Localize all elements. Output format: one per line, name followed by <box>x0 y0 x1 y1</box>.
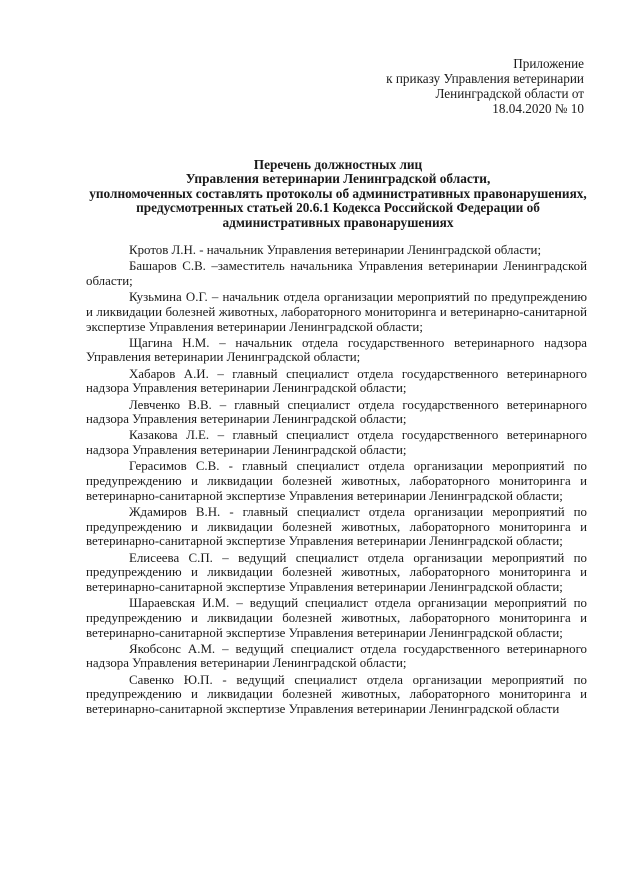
title-line: административных правонарушениях <box>222 214 454 230</box>
list-item: Щагина Н.М. – начальник отдела государственного ветеринарного надзора Управления ветеринарии Ленинградской области; <box>86 335 587 365</box>
title-line: предусмотренных статьей 20.6.1 Кодекса Российской Федерации об <box>136 200 540 216</box>
list-item: Левченко В.В. – главный специалист отдела государственного ветеринарного надзора Управления ветеринарии Ленинградской области; <box>86 397 587 427</box>
officials-list <box>86 243 587 718</box>
appendix-line: Приложение <box>513 56 584 71</box>
list-item: Елисеева С.П. – ведущий специалист отдела организации мероприятий по предупреждению и ликвидации болезней животных, лабораторного мониторинга и ветеринарно-санитарной экспертизе Управления ветеринарии Ленинградской области; <box>86 550 587 594</box>
list-item: Кротов Л.Н. - начальник Управления ветеринарии Ленинградской области; <box>129 243 542 257</box>
appendix-line: Ленинградской области от <box>435 86 584 101</box>
document-title <box>78 158 598 230</box>
list-item: Кузьмина О.Г. – начальник отдела организации мероприятий по предупреждению и ликвидации болезней животных, лабораторного мониторинга и ветеринарно-санитарной экспертизе Управления ветеринарии Ленинградской области; <box>86 290 587 334</box>
appendix-header <box>386 56 584 116</box>
list-item: Савенко Ю.П. - ведущий специалист отдела организации мероприятий по предупреждению и ликвидации болезней животных, лабораторного мониторинга и ветеринарно-санитарной экспертизе Управления ветеринарии Ленинградской области <box>86 672 587 717</box>
list-item: Хабаров А.И. – главный специалист отдела государственного ветеринарного надзора Управления ветеринарии Ленинградской области; <box>86 366 587 396</box>
appendix-line: 18.04.2020 № 10 <box>492 101 584 116</box>
list-item: Башаров С.В. –заместитель начальника Управления ветеринарии Ленинградской области; <box>86 259 587 288</box>
list-item: Герасимов С.В. - главный специалист отдела организации мероприятий по предупреждению и ликвидации болезней животных, лабораторного мониторинга и ветеринарно-санитарной экспертизе Управления ветеринарии Ленинградской области; <box>86 459 587 503</box>
list-item: Казакова Л.Е. – главный специалист отдела государственного ветеринарного надзора Управления ветеринарии Ленинградской области; <box>86 428 587 458</box>
list-item: Якобсонс А.М. – ведущий специалист отдела государственного ветеринарного надзора Управления ветеринарии Ленинградской области; <box>86 641 587 671</box>
title-line: уполномоченных составлять протоколы об административных правонарушениях, <box>89 185 587 201</box>
appendix-line: к приказу Управления ветеринарии <box>386 71 584 86</box>
list-item: Шараевская И.М. – ведущий специалист отдела организации мероприятий по предупреждению и ликвидации болезней животных, лабораторного мониторинга и ветеринарно-санитарной экспертизе Управления ветеринарии Ленинградской области; <box>86 596 587 640</box>
list-item: Ждамиров В.Н. - главный специалист отдела организации мероприятий по предупреждению и ликвидации болезней животных, лабораторного мониторинга и ветеринарно-санитарной экспертизе Управления ветеринарии Ленинградской области; <box>86 504 587 549</box>
title-line: Перечень должностных лиц <box>253 157 423 172</box>
title-line: Управления ветеринарии Ленинградской области, <box>185 171 491 187</box>
